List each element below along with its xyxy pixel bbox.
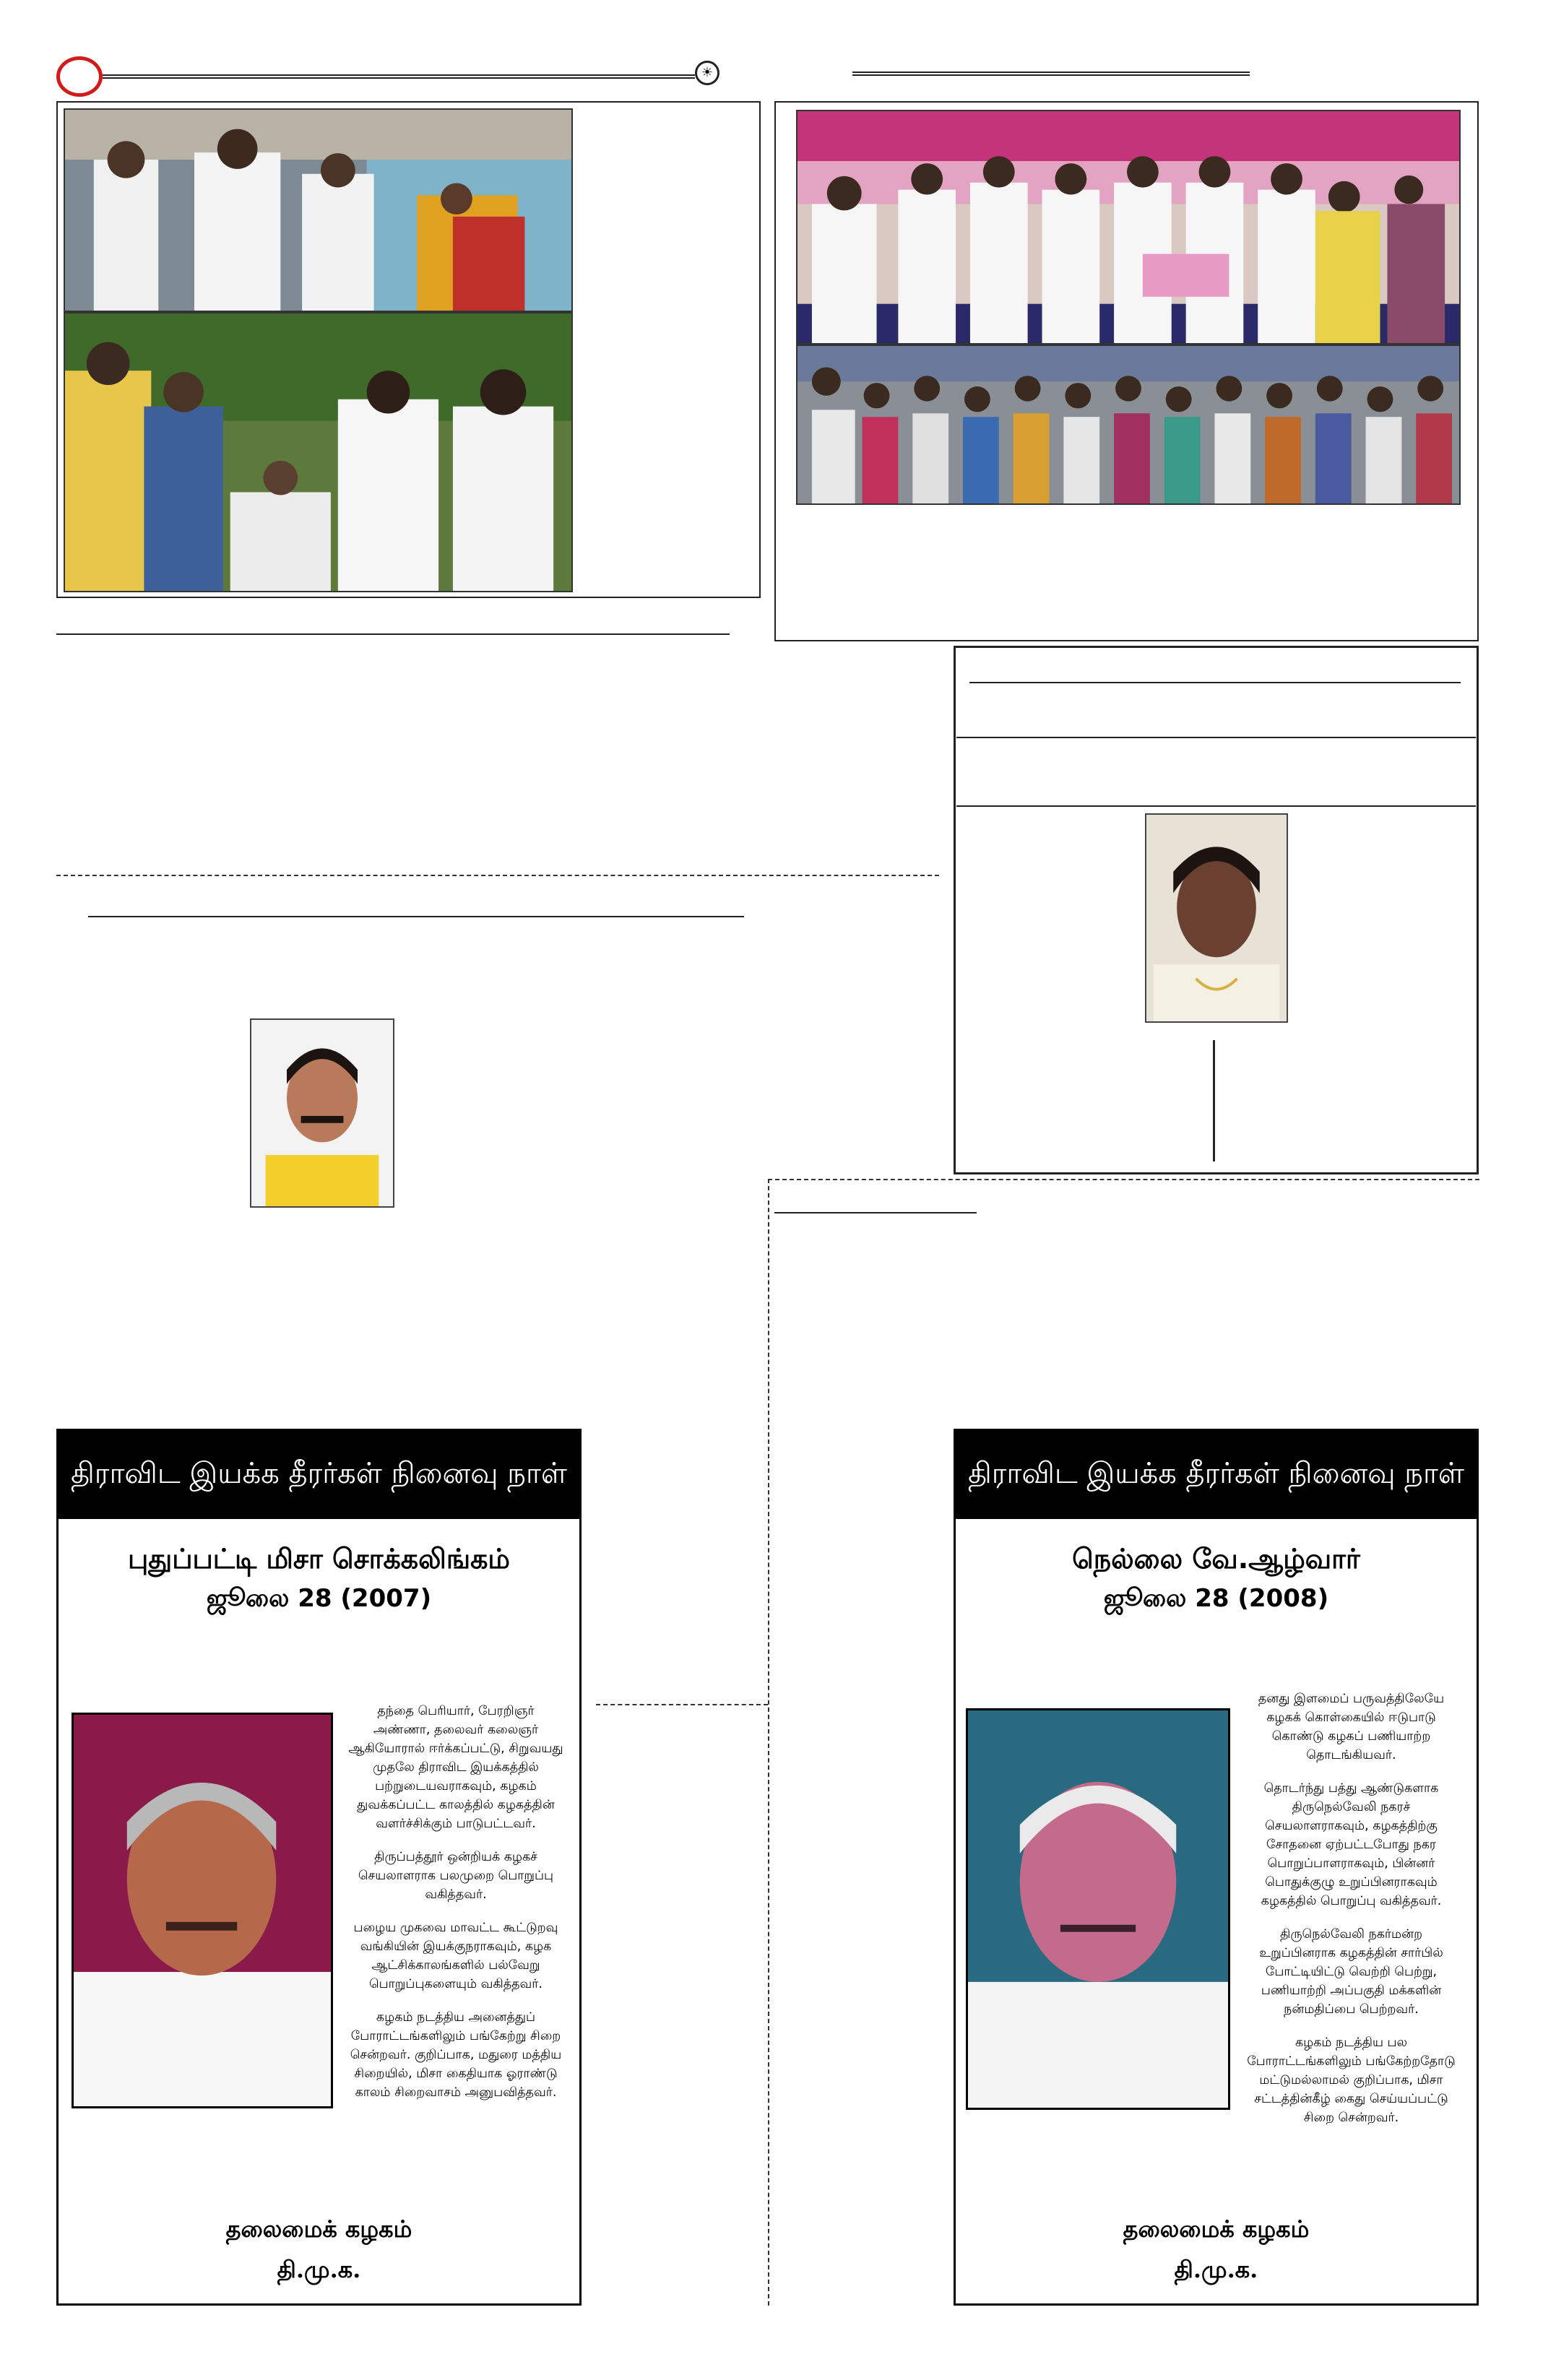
memorial-paragraph: திருப்பத்தூர் ஒன்றியக் கழகச் செயலாளராக பலமுறை பொறுப்பு வகித்தவர். xyxy=(358,1850,554,1902)
sidebar-rule-3 xyxy=(956,805,1476,807)
header-right-rule xyxy=(852,72,1250,76)
memorial-paragraph: கழகம் நடத்திய அனைத்துப் போராட்டங்களிலும் பங்கேற்று சிறை சென்றவர். குறிப்பாக, மதுரை மத்திய சிறையில், மிசா கைதியாக ஓராண்டு காலம் சிறைவாசம் அனுபவித்தவர். xyxy=(350,2010,562,2100)
memorial-box-chockalingam xyxy=(56,1429,582,2306)
memorial-paragraph: பழைய முகவை மாவட்ட கூட்டுறவு வங்கியின் இயக்குநராகவும், கழக ஆட்சிக்காலங்களில் பல்வேறு பொறுப்புகளையும் வகித்தவர். xyxy=(353,1921,558,1991)
audience-photo xyxy=(796,345,1461,505)
memorial-description xyxy=(1241,1689,1461,2142)
visit-photo-bottom xyxy=(64,312,573,592)
left-article-rule xyxy=(56,633,730,635)
portrait-man-small xyxy=(250,1018,394,1208)
memorial-box-alwar xyxy=(954,1429,1479,2306)
memorial-name: புதுப்பட்டி மிசா சொக்கலிங்கம் xyxy=(128,1543,510,1575)
rising-sun-emblem-icon: ☀ xyxy=(695,61,719,85)
memorial-heading: திராவிட இயக்க தீரர்கள் நினைவு நாள் xyxy=(59,1431,579,1519)
memorial-paragraph: தொடர்ந்து பத்து ஆண்டுகளாக திருநெல்வேலி நகரச் செயலாளராகவும், கழகத்திற்கு சோதனை ஏற்பட்டபோது நகர பொறுப்பாளராகவும், பின்னர் பொதுக்குழு உறுப்பினராகவும் கழகத்தில் பொறுப்பு வகித்தவர். xyxy=(1261,1781,1442,1908)
header-circle-logo xyxy=(56,56,103,97)
header-rule xyxy=(103,74,695,79)
memorial-signature-line2: தி.மு.க. xyxy=(277,2256,361,2283)
memorial-description xyxy=(347,1702,564,2116)
memorial-name: நெல்லை வே.ஆழ்வார் xyxy=(1072,1543,1360,1575)
middle-dashed-connector xyxy=(596,1704,768,1705)
right-article-rule xyxy=(774,1212,977,1213)
portrait-woman xyxy=(1145,813,1288,1023)
left-subarticle-rule xyxy=(88,916,744,917)
left-dashed-separator xyxy=(56,875,939,876)
memorial-signature-line2: தி.மு.க. xyxy=(1174,2256,1258,2283)
sidebar-vertical-line xyxy=(1213,1040,1215,1161)
memorial-date: ஜூலை 28 (2007) xyxy=(206,1584,432,1613)
sidebar-rule-1 xyxy=(969,682,1461,683)
memorial-portrait xyxy=(72,1713,333,2108)
memorial-paragraph: கழகம் நடத்திய பல போராட்டங்களிலும் பங்கேற்றதோடு மட்டுமல்லாமல் குறிப்பாக, மிசா சட்டத்தின்கீழ் கைது செய்யப்பட்டு சிறை சென்றவர். xyxy=(1247,2035,1456,2125)
memorial-portrait xyxy=(966,1708,1230,2110)
memorial-signature-line1: தலைமைக் கழகம் xyxy=(225,2215,412,2243)
stage-photo xyxy=(796,110,1461,345)
memorial-heading: திராவிட இயக்க தீரர்கள் நினைவு நாள் xyxy=(956,1431,1477,1519)
memorial-paragraph: தந்தை பெரியார், பேரறிஞர் அண்ணா, தலைவர் கலைஞர் ஆகியோரால் ஈர்க்கப்பட்டு, சிறுவயது முதலே திராவிட இயக்கத்தில் பற்றுடையவராகவும், கழகம் துவக்கப்பட்ட காலத்தில் கழகத்தின் வளர்ச்சிக்கும் பாடுபட்டவர். xyxy=(348,1704,563,1831)
right-dashed-top xyxy=(768,1179,1479,1180)
visit-photo-top xyxy=(64,108,573,312)
memorial-signature-line1: தலைமைக் கழகம் xyxy=(1123,2215,1310,2243)
memorial-date: ஜூலை 28 (2008) xyxy=(1103,1584,1329,1613)
memorial-paragraph: திருநெல்வேலி நகர்மன்ற உறுப்பினராக கழகத்தின் சார்பில் போட்டியிட்டு வெற்றி பெற்று, பணியாற்றி அப்பகுதி மக்களின் நன்மதிப்பை பெற்றவர். xyxy=(1259,1927,1443,2017)
right-dashed-column xyxy=(768,1179,769,2306)
sidebar-rule-2 xyxy=(956,737,1476,738)
memorial-paragraph: தனது இளமைப் பருவத்திலேயே கழகக் கொள்கையில் ஈடுபாடு கொண்டு கழகப் பணியாற்ற தொடங்கியவர். xyxy=(1258,1692,1445,1762)
